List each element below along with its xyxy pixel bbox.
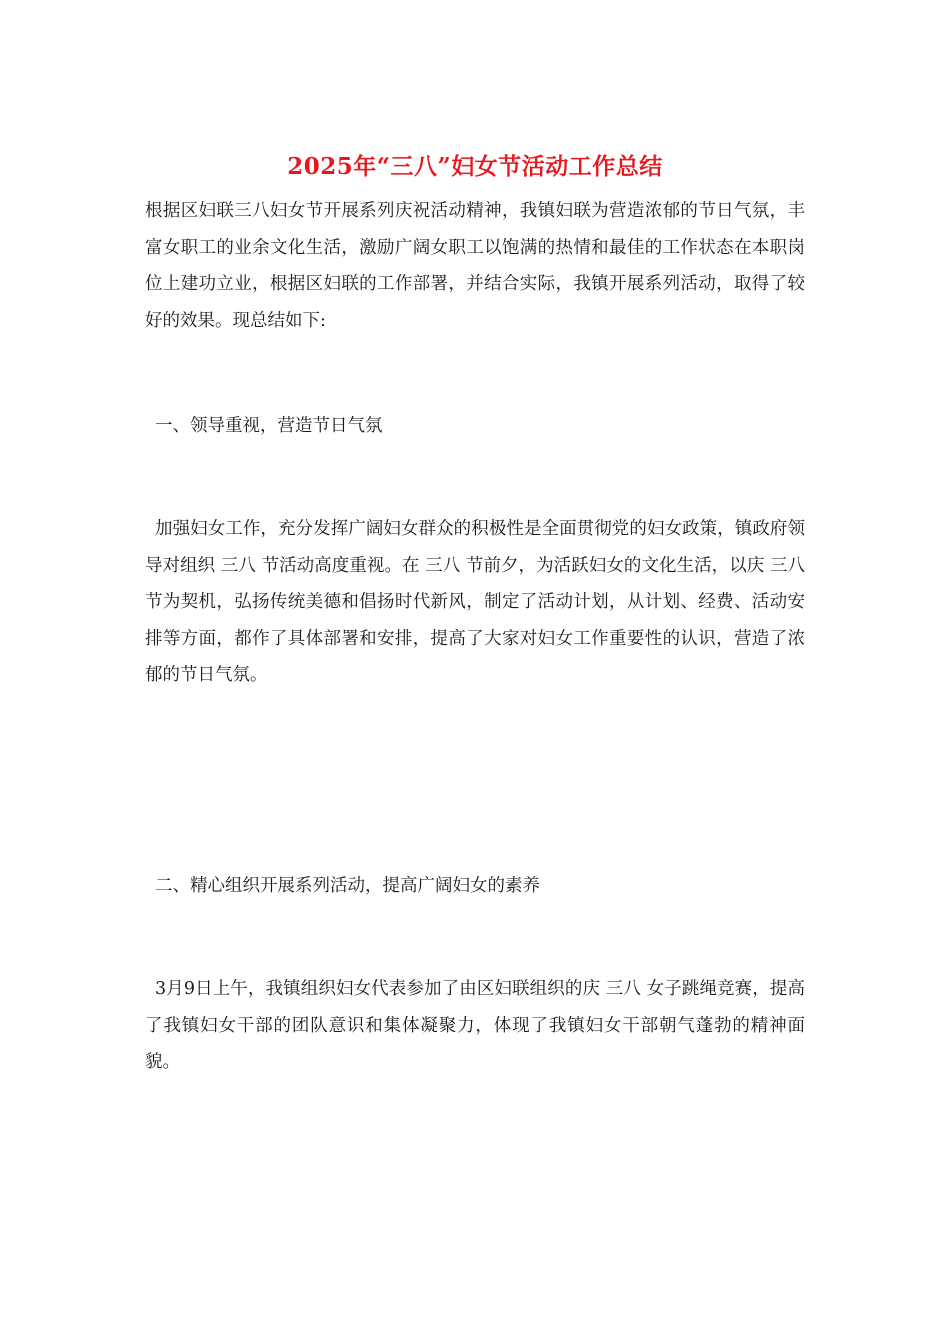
section-2-heading: 二、精心组织开展系列活动，提高广阔妇女的素养	[155, 876, 540, 896]
document-title: 2025年“三八”妇女节活动工作总结	[287, 153, 663, 180]
section-1-heading: 一、领导重视，营造节日气氛	[155, 416, 383, 436]
intro-paragraph: 根据区妇联三八妇女节开展系列庆祝活动精神，我镇妇联为营造浓郁的节日气氛，丰富女职工的业余文化生活，激励广阔女职工以饱满的热情和最佳的工作状态在本职岗位上建功立业，根据区妇联的工作部署，并结合实际，我镇开展系列活动，取得了较好的效果。现总结如下:	[145, 201, 805, 331]
section-1-paragraph: 加强妇女工作，充分发挥广阔妇女群众的积极性是全面贯彻党的妇女政策，镇政府领导对组织 三八 节活动高度重视。在 三八 节前夕，为活跃妇女的文化生活，以庆 三八 节为契机，弘扬传统美德和倡扬时代新风，制定了活动计划，从计划、经费、活动安排等方面，都作了具体部署和安排，提高了大家对妇女工作重要性的认识，营造了浓郁的节日气氛。	[145, 519, 805, 685]
section-2-paragraph: 3月9日上午，我镇组织妇女代表参加了由区妇联组织的庆 三八 女子跳绳竞赛，提高了我镇妇女干部的团队意识和集体凝聚力，体现了我镇妇女干部朝气蓬勃的精神面貌。	[145, 979, 805, 1072]
